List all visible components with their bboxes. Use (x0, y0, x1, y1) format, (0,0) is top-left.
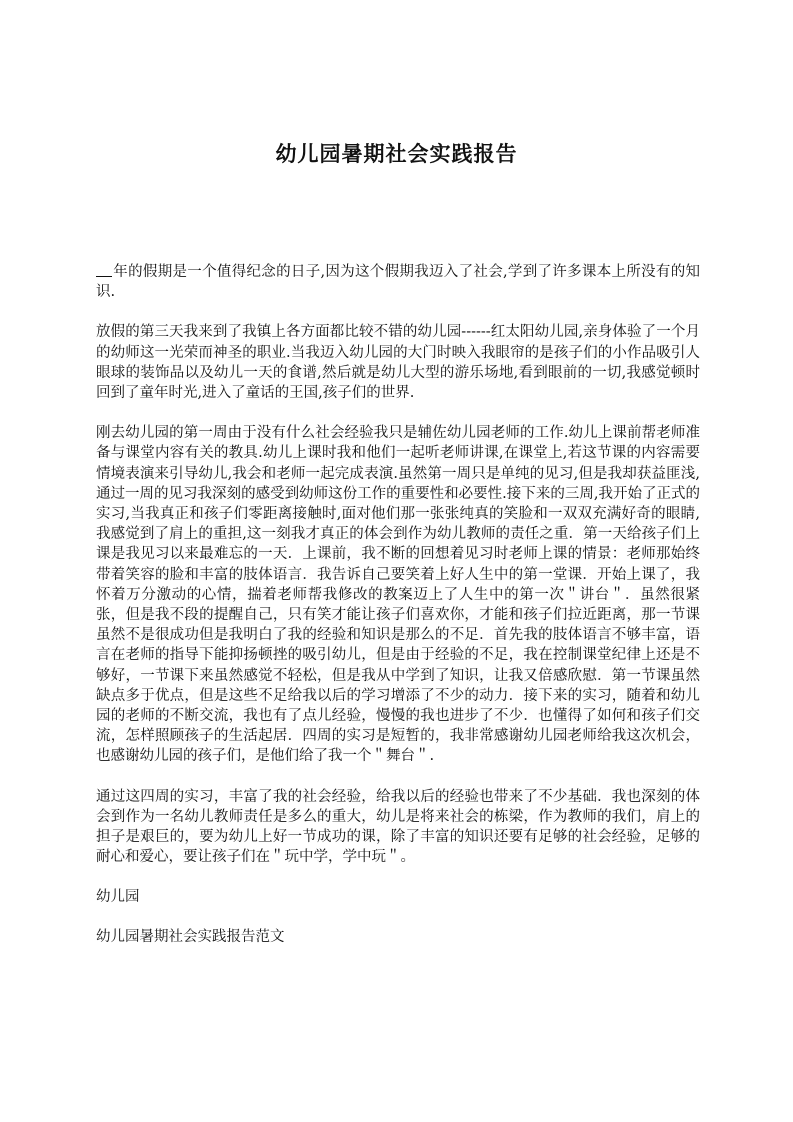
paragraph-internship: 刚去幼儿园的第一周由于没有什么社会经验我只是辅佐幼儿园老师的工作.幼儿上课前帮老师准备与课堂内容有关的教具.幼儿上课时我和他们一起听老师讲课,在课堂上,若这节课的内容需要情境表演来引导幼儿,我会和老师一起完成表演.虽然第一周只是单纯的见习,但是我却获益匪浅,通过一周的见习我深刻的感受到幼师这份工作的重要性和必要性.接下来的三周,我开始了正式的实习,当我真正和孩子们零距离接触时,面对他们那一张张纯真的笑脸和一双双充满好奇的眼睛,我感觉到了肩上的重担,这一刻我才真正的体会到作为幼儿教师的责任之重．第一天给孩子们上课是我见习以来最难忘的一天．上课前，我不断的回想着见习时老师上课的情景：老师那始终带着笑容的脸和丰富的肢体语言．我告诉自己要笑着上好人生中的第一堂课．开始上课了，我怀着万分激动的心情，揣着老师帮我修改的教案迈上了人生中的第一次＂讲台＂．虽然很紧张，但是我不段的提醒自己，只有笑才能让孩子们喜欢你，才能和孩子们拉近距离，那一节课虽然不是很成功但是我明白了我的经验和知识是那么的不足．首先我的肢体语言不够丰富，语言在老师的指导下能抑扬顿挫的吸引幼儿，但是由于经验的不足，我在控制课堂纪律上还是不够好，一节课下来虽然感觉不轻松，但是我从中学到了知识，让我又倍感欣慰．第一节课虽然缺点多于优点，但是这些不足给我以后的学习增添了不少的动力．接下来的实习，随着和幼儿园的老师的不断交流，我也有了点儿经验，慢慢的我也进步了不少．也懂得了如何和孩子们交流，怎样照顾孩子的生活起居．四周的实习是短暂的，我非常感谢幼儿园老师给我这次机会，也感谢幼儿园的孩子们，是他们给了我一个＂舞台＂. (96, 425, 700, 765)
document-body (96, 262, 700, 966)
year-blank-underline (96, 263, 112, 277)
paragraph-intro (96, 262, 700, 302)
paragraph-kindergarten: 幼儿园 (96, 889, 140, 906)
paragraph-arrival: 放假的第三天我来到了我镇上各方面都比较不错的幼儿园------红太阳幼儿园,亲身体验了一个月的幼师这一光荣而神圣的职业.当我迈入幼儿园的大门时映入我眼帘的是孩子们的小作品吸引人眼球的装饰品以及幼儿一天的食谱,然后就是幼儿大型的游乐场地,看到眼前的一切,我感觉顿时回到了童年时光,进入了童话的王国,孩子们的世界. (96, 324, 700, 402)
document-title: 幼儿园暑期社会实践报告 (275, 142, 518, 166)
paragraph-report-sample-title: 幼儿园暑期社会实践报告范文 (96, 928, 285, 945)
paragraph-intro-text: 年的假期是一个值得纪念的日子,因为这个假期我迈入了社会,学到了许多课本上所没有的知识. (96, 264, 700, 301)
paragraph-conclusion: 通过这四周的实习，丰富了我的社会经验，给我以后的经验也带来了不少基础．我也深刻的体会到作为一名幼儿教师责任是多么的重大，幼儿是将来社会的栋梁，作为教师的我们，肩上的担子是艰巨的，要为幼儿上好一节成功的课，除了丰富的知识还要有足够的社会经验，足够的耐心和爱心，要让孩子们在＂玩中学，学中玩＂。 (96, 788, 700, 866)
